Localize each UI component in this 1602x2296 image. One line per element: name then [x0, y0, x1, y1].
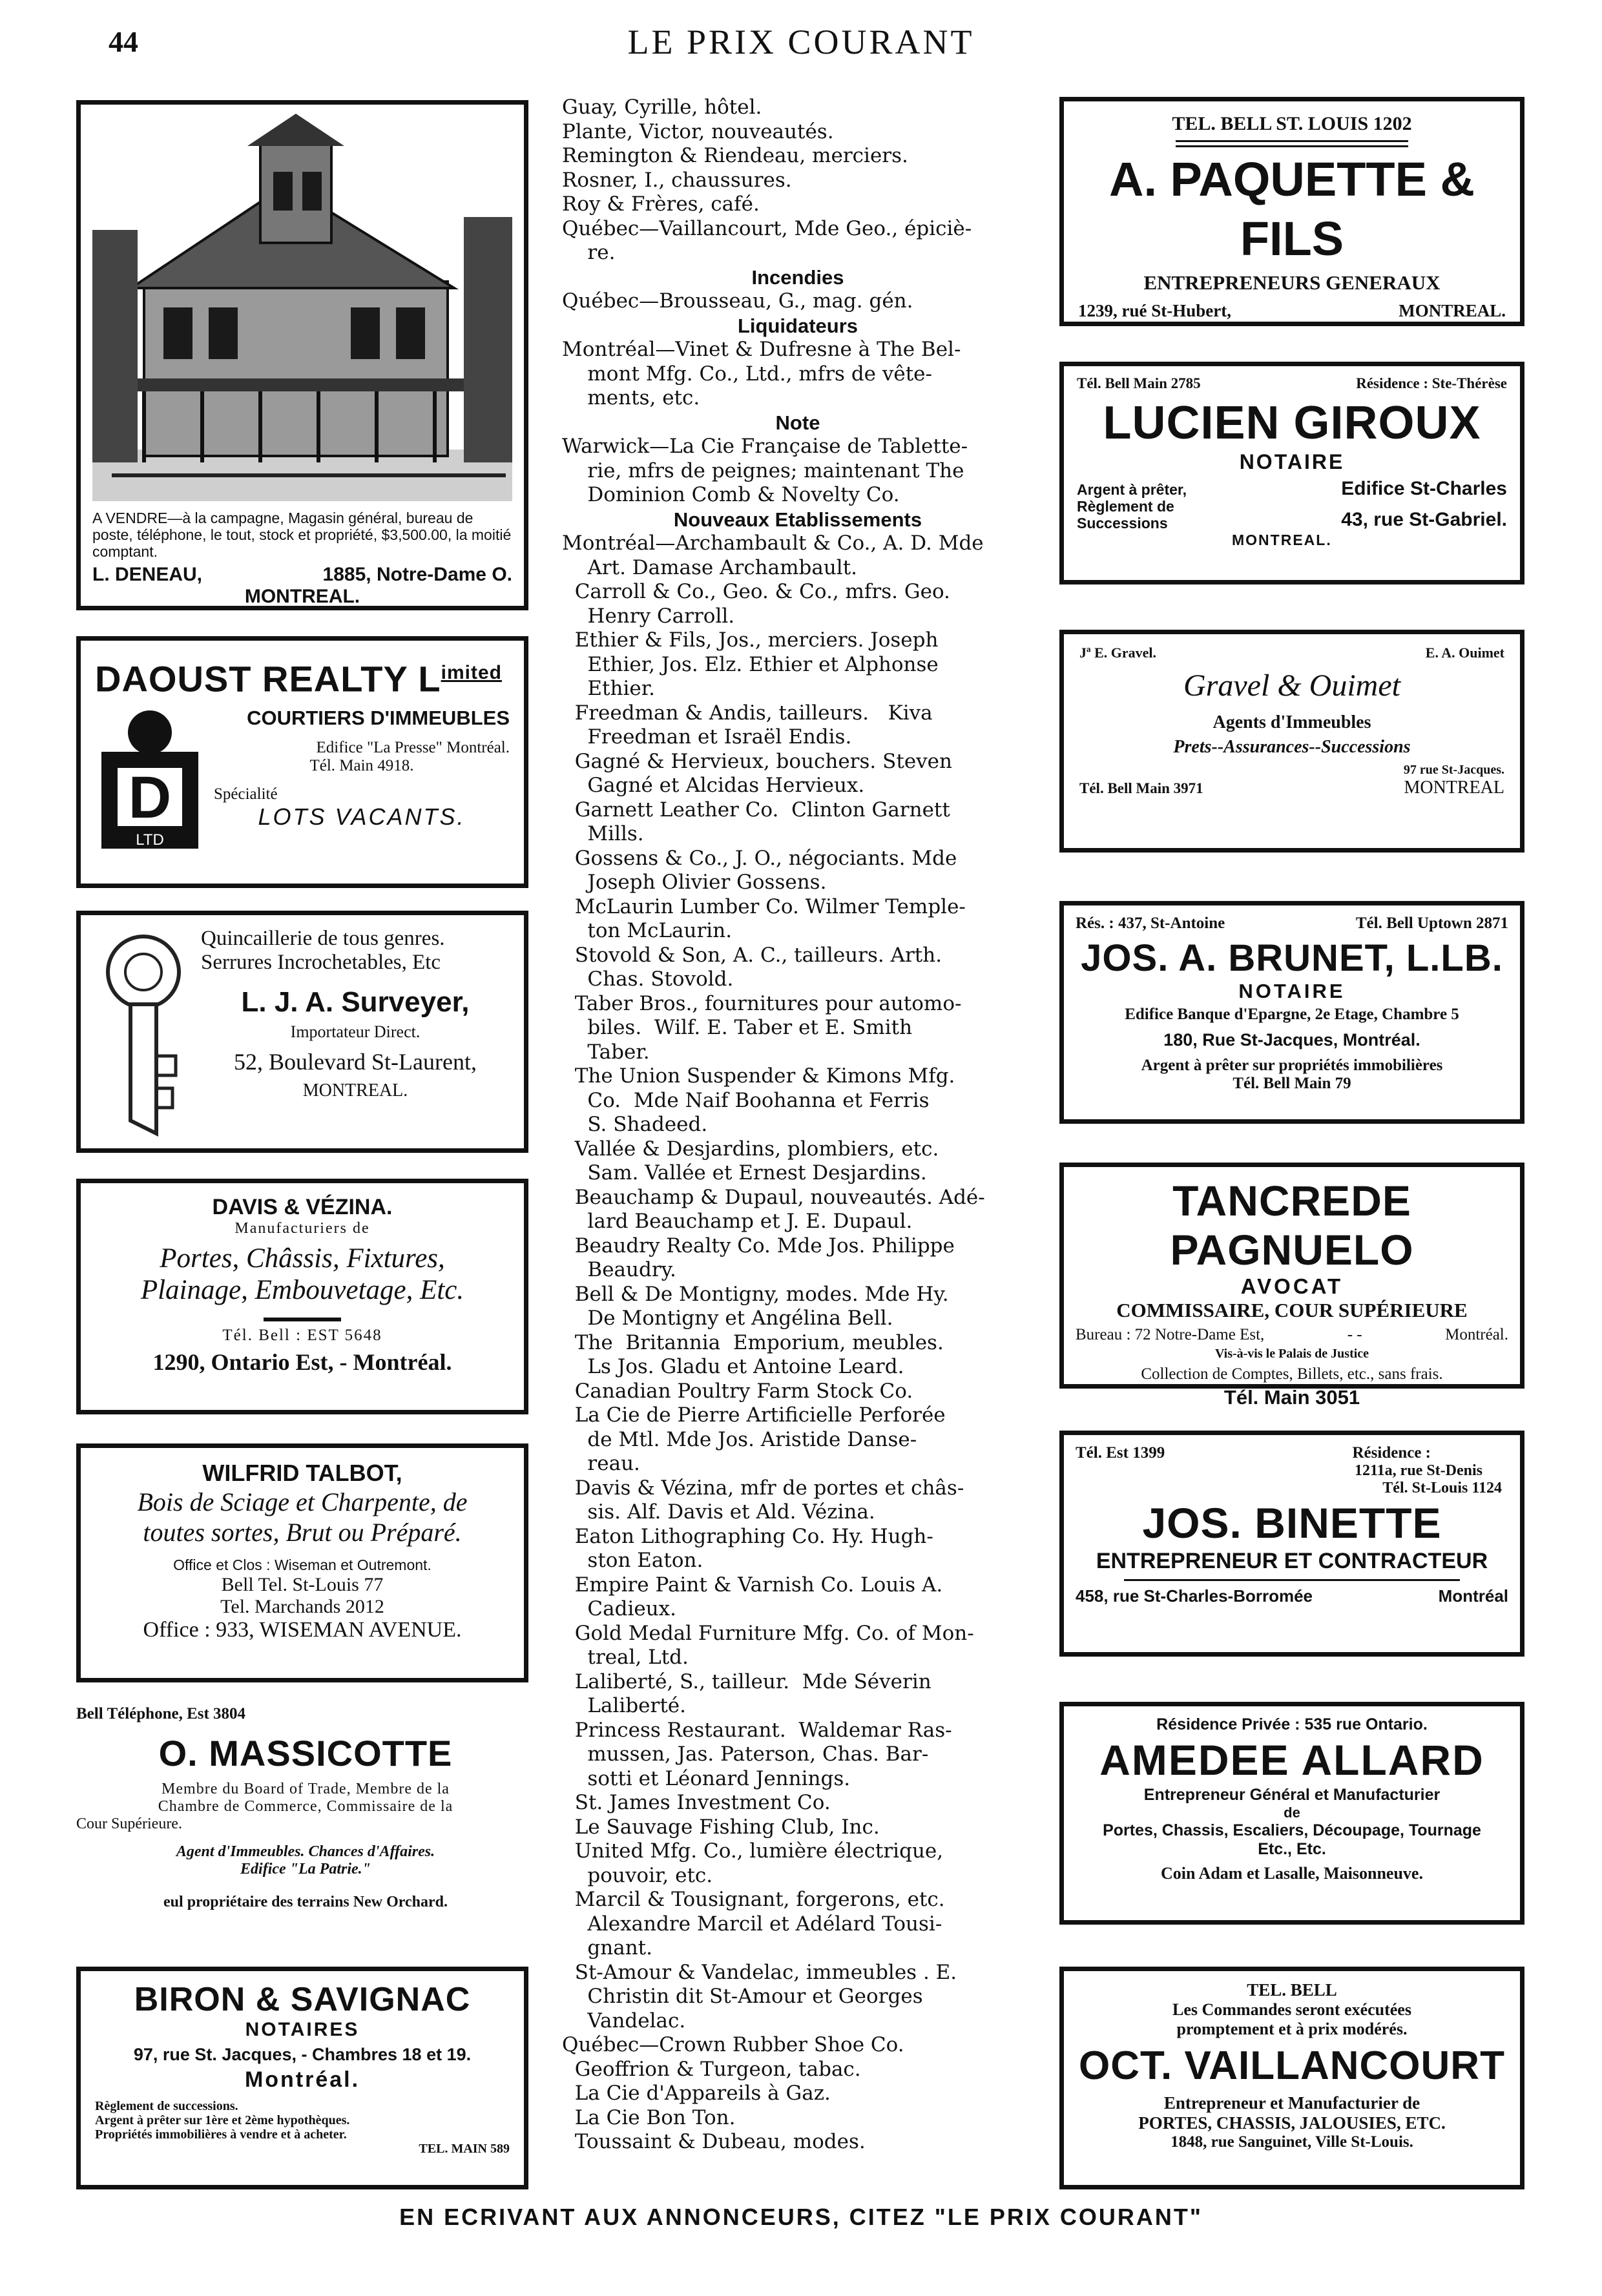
- massicotte-name: O. MASSICOTTE: [158, 1733, 453, 1774]
- allard-line1: Entrepreneur Général et Manufacturier: [1143, 1786, 1441, 1804]
- listing-line: The Union Suspender & Kimons Mfg.: [562, 1064, 955, 1088]
- davis-sub: Manufacturiers de: [234, 1220, 370, 1237]
- listing-line: Marcil & Tousignant, forgerons, etc.: [562, 1888, 945, 1911]
- listing-line: St-Amour & Vandelac, immeubles . E.: [562, 1960, 957, 1984]
- brunet-line1: Edifice Banque d'Epargne, 2e Etage, Chambre 5: [1125, 1006, 1459, 1023]
- house-ad-text: A VENDRE—à la campagne, Magasin général, bureau de poste, téléphone, le tout, stock et propriété, $3,500.00, la moitié comptant.: [92, 510, 512, 560]
- biron-tel: TEL. MAIN 589: [419, 2142, 510, 2156]
- listing-line: Alexandre Marcil et Adélard Tousi-: [562, 1912, 942, 1936]
- daoust-name: DAOUST REALTY L: [95, 658, 441, 699]
- allard-line4: Etc., Etc.: [1258, 1840, 1326, 1858]
- listing-line: Dominion Comb & Novelty Co.: [562, 483, 900, 506]
- listing-line: The Britannia Emporium, meubles.: [562, 1330, 944, 1354]
- listing-line: sis. Alf. Davis et Ald. Vézina.: [562, 1500, 875, 1524]
- allard-name: AMEDEE ALLARD: [1099, 1736, 1484, 1784]
- ad-wilfrid-talbot: [76, 1443, 528, 1682]
- listing-line: Davis & Vézina, mfr de portes et châs-: [562, 1476, 964, 1500]
- listing-line: De Montigny et Angélina Bell.: [562, 1307, 893, 1330]
- listing-line: Beaudry Realty Co. Mde Jos. Philippe: [562, 1234, 955, 1257]
- daoust-limited: imited: [441, 662, 502, 683]
- brunet-res: Rés. : 437, St-Antoine: [1076, 915, 1225, 932]
- talbot-name: WILFRID TALBOT,: [202, 1460, 402, 1486]
- listing-line: Stovold & Son, A. C., tailleurs. Arth.: [562, 943, 942, 967]
- surveyer-line1: Quincaillerie de tous genres.: [201, 927, 445, 950]
- listing-line: Gold Medal Furniture Mfg. Co. of Mon-: [562, 1621, 974, 1645]
- talbot-line6: Office : 933, WISEMAN AVENUE.: [143, 1618, 462, 1642]
- davis-line1: Portes, Châssis, Fixtures,: [160, 1243, 445, 1274]
- vaillancourt-line1: Les Commandes seront exécutées: [1172, 2000, 1411, 2019]
- listing-line: Art. Damase Archambault.: [562, 555, 858, 579]
- ad-surveyer: [76, 911, 528, 1153]
- listing-line: Ls Jos. Gladu et Antoine Leard.: [562, 1355, 904, 1378]
- pagnuelo-line4: Collection de Comptes, Billets, etc., sans frais.: [1141, 1365, 1443, 1383]
- ad-paquette: [1059, 97, 1524, 326]
- listing-line: Beaudry.: [562, 1258, 676, 1281]
- talbot-line5: Tel. Marchands 2012: [220, 1596, 384, 1617]
- giroux-sub: NOTAIRE: [1239, 450, 1345, 473]
- biron-line2: Argent à prêter sur 1ère et 2ème hypothèques.: [95, 2113, 350, 2127]
- listing-line: United Mfg. Co., lumière électrique,: [562, 1839, 944, 1863]
- listing-line: Bell & De Montigny, modes. Mde Hy.: [562, 1282, 949, 1306]
- binette-city: Montréal: [1438, 1586, 1508, 1606]
- listing-line: Freedman et Israël Endis.: [562, 725, 852, 749]
- vaillancourt-line2: promptement et à prix modérés.: [1176, 2020, 1408, 2038]
- daoust-line1: COURTIERS D'IMMEUBLES: [247, 706, 510, 729]
- ad-house-for-sale: [76, 100, 528, 610]
- listing-line: Henry Carroll.: [562, 604, 735, 628]
- davis-addr: 1290, Ontario Est, - Montréal.: [152, 1349, 452, 1375]
- gravel-line1: Agents d'Immeubles: [1212, 712, 1371, 732]
- section-heading: Incendies: [751, 265, 844, 289]
- listing-line: Vallée & Desjardins, plombiers, etc.: [562, 1137, 939, 1161]
- listing-line: Eaton Lithographing Co. Hy. Hugh-: [562, 1524, 933, 1548]
- listing-line: pouvoir, etc.: [562, 1863, 713, 1887]
- allard-line3: Portes, Chassis, Escaliers, Découpage, Tournage: [1103, 1821, 1481, 1839]
- paquette-name: A. PAQUETTE & FILS: [1109, 152, 1475, 265]
- listing-line: rie, mfrs de peignes; maintenant The: [562, 459, 964, 482]
- listing-line: Christin dit St-Amour et Georges: [562, 1985, 923, 2008]
- listing-line: reau.: [562, 1452, 640, 1475]
- listing-line: Ethier, Jos. Elz. Ethier et Alphonse: [562, 652, 939, 676]
- binette-name: JOS. BINETTE: [1142, 1499, 1442, 1547]
- allard-line2: de: [1284, 1805, 1300, 1821]
- vaillancourt-line4: PORTES, CHASSIS, JALOUSIES, ETC.: [1138, 2113, 1446, 2133]
- davis-tel: Tél. Bell : EST 5648: [222, 1327, 382, 1344]
- listing-line: Cadieux.: [562, 1597, 677, 1620]
- giroux-right1: Edifice St-Charles: [1341, 478, 1507, 499]
- listing-line: ments, etc.: [562, 386, 700, 409]
- ad-jos-brunet: [1059, 901, 1524, 1124]
- gravel-left: Jª E. Gravel.: [1079, 645, 1157, 661]
- listing-line: Geoffrion & Turgeon, tabac.: [562, 2057, 861, 2081]
- biron-addr: 97, rue St. Jacques, - Chambres 18 et 19.: [133, 2045, 472, 2064]
- daoust-lots: LOTS VACANTS.: [258, 803, 466, 830]
- daoust-logo-ltd: LTD: [136, 831, 164, 849]
- massicotte-line1: Membre du Board of Trade, Membre de la: [161, 1781, 450, 1797]
- listing-line: Carroll & Co., Geo. & Co., mfrs. Geo.: [562, 580, 950, 603]
- giroux-left1: Argent à prêter,: [1077, 481, 1187, 498]
- giroux-city: MONTREAL.: [1232, 532, 1332, 548]
- pagnuelo-line2b: - -: [1347, 1326, 1362, 1343]
- section-heading: Liquidateurs: [737, 314, 858, 337]
- pagnuelo-line3: Vis-à-vis le Palais de Justice: [1214, 1347, 1369, 1361]
- listing-line: Sam. Vallée et Ernest Desjardins.: [562, 1161, 927, 1184]
- listing-line: Gagné & Hervieux, bouchers. Steven: [562, 749, 952, 773]
- listing-line: La Cie Bon Ton.: [562, 2105, 736, 2129]
- pagnuelo-line2: Bureau : 72 Notre-Dame Est,: [1076, 1326, 1265, 1343]
- ad-amedee-allard: [1059, 1702, 1524, 1925]
- listing-line: Toussaint & Dubeau, modes.: [562, 2130, 866, 2153]
- listing-line: Co. Mde Naif Boohanna et Ferris: [562, 1088, 930, 1112]
- listing-line: La Cie d'Appareils à Gaz.: [562, 2082, 831, 2105]
- paquette-line1: ENTREPRENEURS GENERAUX: [1143, 271, 1441, 294]
- giroux-left2: Règlement de: [1077, 498, 1174, 515]
- allard-res: Résidence Privée : 535 rue Ontario.: [1156, 1715, 1428, 1733]
- surveyer-name: L. J. A. Surveyer,: [241, 986, 470, 1018]
- listing-line: Québec—Brousseau, G., mag. gén.: [562, 289, 913, 313]
- paquette-addr: 1239, rué St-Hubert,: [1078, 301, 1231, 320]
- listing-line: Canadian Poultry Farm Stock Co.: [562, 1379, 913, 1403]
- binette-tel: Tél. Est 1399: [1076, 1444, 1165, 1462]
- listing-line: ston Eaton.: [562, 1549, 703, 1572]
- ad-oct-vaillancourt: [1059, 1967, 1524, 2189]
- giroux-right2: 43, rue St-Gabriel.: [1341, 509, 1507, 530]
- biron-city: Montréal.: [244, 2067, 360, 2092]
- listing-line: Chas. Stovold.: [562, 967, 734, 991]
- listing-line: mussen, Jas. Paterson, Chas. Bar-: [562, 1743, 929, 1766]
- listing-line: Québec—Vaillancourt, Mde Geo., épiciè-: [562, 216, 972, 240]
- listing-line: Joseph Olivier Gossens.: [562, 871, 827, 894]
- page-header: [0, 19, 1602, 65]
- daoust-spec: Spécialité: [214, 785, 278, 803]
- daoust-line2: Edifice "La Presse" Montréal.: [316, 738, 510, 756]
- massicotte-tel: Bell Téléphone, Est 3804: [76, 1705, 246, 1722]
- allard-line5: Coin Adam et Lasalle, Maisonneuve.: [1161, 1864, 1423, 1883]
- listing-line: Princess Restaurant. Waldemar Ras-: [562, 1718, 952, 1742]
- listing-line: ton McLaurin.: [562, 919, 733, 942]
- listing-line: Ethier & Fils, Jos., merciers. Joseph: [562, 628, 939, 652]
- page-number: 44: [109, 25, 138, 58]
- listing-line: de Mtl. Mde Jos. Aristide Danse-: [562, 1427, 917, 1451]
- page-title: LE PRIX COURANT: [627, 23, 975, 61]
- binette-divider: [1124, 1579, 1460, 1581]
- massicotte-line2: Chambre de Commerce, Commissaire de la: [158, 1798, 453, 1815]
- listing-line: Laliberté.: [562, 1694, 686, 1717]
- listing-line: Guay, Cyrille, hôtel.: [562, 96, 762, 119]
- surveyer-line3: Importateur Direct.: [290, 1022, 421, 1041]
- massicotte-line6: eul propriétaire des terrains New Orchard.: [163, 1894, 448, 1910]
- listing-line: Garnett Leather Co. Clinton Garnett: [562, 798, 950, 822]
- gravel-addr: 97 rue St-Jacques.: [1403, 763, 1504, 777]
- listing-line: Freedman & Andis, tailleurs. Kiva: [562, 701, 933, 725]
- daoust-logo: [95, 707, 205, 855]
- listing-line: Mills.: [562, 822, 644, 845]
- giroux-res: Résidence : Ste-Thérèse: [1356, 375, 1507, 391]
- pagnuelo-line2c: Montréal.: [1445, 1326, 1508, 1343]
- ad-gravel-ouimet: [1059, 630, 1524, 853]
- listing-line: Warwick—La Cie Française de Tablette-: [562, 435, 968, 458]
- ad-tancrede-pagnuelo: [1059, 1163, 1524, 1409]
- listing-line: Montréal—Archambault & Co., A. D. Mde: [562, 532, 984, 555]
- massicotte-line4: Agent d'Immeubles. Chances d'Affaires.: [176, 1843, 435, 1860]
- house-ad-name: L. DENEAU,: [92, 564, 203, 585]
- vaillancourt-tel: TEL. BELL: [1247, 1980, 1337, 2000]
- listing-line: Remington & Riendeau, merciers.: [562, 144, 908, 167]
- gravel-name: Gravel & Ouimet: [1183, 668, 1400, 703]
- davis-name: DAVIS & VÉZINA.: [212, 1195, 393, 1219]
- davis-line2: Plainage, Embouvetage, Etc.: [140, 1275, 464, 1305]
- binette-res1: Résidence :: [1352, 1444, 1431, 1462]
- binette-res3: Tél. St-Louis 1124: [1382, 1480, 1502, 1496]
- pagnuelo-sub: AVOCAT: [1240, 1274, 1344, 1298]
- listing-line: Roy & Frères, café.: [562, 192, 760, 216]
- gravel-right: E. A. Ouimet: [1425, 645, 1504, 661]
- section-heading: Note: [775, 411, 820, 434]
- binette-res2: 1211a, rue St-Denis: [1355, 1462, 1482, 1479]
- pagnuelo-tel: Tél. Main 3051: [1223, 1386, 1360, 1409]
- listing-line: Québec—Crown Rubber Shoe Co.: [562, 2033, 904, 2056]
- listing-line: Gossens & Co., J. O., négociants. Mde: [562, 846, 957, 870]
- listing-line: Ethier.: [562, 677, 655, 700]
- biron-line3: Propriétés immobilières à vendre et à acheter.: [95, 2127, 347, 2142]
- listing-line: gnant.: [562, 1936, 652, 1960]
- listing-line: Taber.: [562, 1040, 650, 1064]
- gravel-city: MONTREAL: [1404, 778, 1504, 798]
- brunet-tel: Tél. Bell Uptown 2871: [1355, 915, 1508, 932]
- pagnuelo-line1: COMMISSAIRE, COUR SUPÉRIEURE: [1116, 1299, 1468, 1321]
- binette-addr: 458, rue St-Charles-Borromée: [1076, 1586, 1313, 1606]
- listing-line: Montréal—Vinet & Dufresne à The Bel-: [562, 338, 961, 361]
- listing-line: Empire Paint & Varnish Co. Louis A.: [562, 1573, 943, 1597]
- listing-line: lard Beauchamp et J. E. Dupaul.: [562, 1210, 913, 1233]
- listing-line: Gagné et Alcidas Hervieux.: [562, 774, 865, 797]
- paquette-tel: TEL. BELL ST. LOUIS 1202: [1172, 113, 1412, 134]
- listing-line: St. James Investment Co.: [562, 1791, 831, 1814]
- biron-sub: NOTAIRES: [245, 2019, 360, 2040]
- talbot-line2: toutes sortes, Brut ou Préparé.: [143, 1518, 462, 1547]
- listing-line: Laliberté, S., tailleur. Mde Séverin: [562, 1670, 931, 1693]
- listing-line: McLaurin Lumber Co. Wilmer Temple-: [562, 895, 966, 918]
- brunet-line3: Argent à prêter sur propriétés immobilières: [1141, 1057, 1443, 1074]
- listing-line: treal, Ltd.: [562, 1646, 689, 1669]
- biron-line1: Règlement de successions.: [95, 2099, 238, 2113]
- davis-divider: [264, 1318, 341, 1321]
- surveyer-line2: Serrures Incrochetables, Etc: [201, 951, 441, 974]
- pagnuelo-name: TANCREDE PAGNUELO: [1170, 1177, 1414, 1274]
- listing-line: Beauchamp & Dupaul, nouveautés. Adé-: [562, 1185, 985, 1209]
- ad-massicotte: [76, 1705, 535, 1911]
- massicotte-line3: Cour Supérieure.: [76, 1815, 182, 1832]
- giroux-tel: Tél. Bell Main 2785: [1077, 375, 1201, 391]
- ad-lucien-giroux: [1059, 362, 1524, 584]
- listing-line: Plante, Victor, nouveautés.: [562, 119, 834, 143]
- listing-line: Le Sauvage Fishing Club, Inc.: [562, 1815, 880, 1839]
- vaillancourt-line5: 1848, rue Sanguinet, Ville St-Louis.: [1170, 2133, 1413, 2151]
- daoust-logo-letter: D: [128, 764, 172, 831]
- talbot-line4: Bell Tel. St-Louis 77: [221, 1574, 384, 1595]
- listing-line: sotti et Léonard Jennings.: [562, 1766, 851, 1790]
- ad-daoust-realty: [76, 636, 528, 888]
- brunet-sub: NOTAIRE: [1238, 980, 1346, 1002]
- listing-line: S. Shadeed.: [562, 1113, 708, 1136]
- listing-line: mont Mfg. Co., Ltd., mfrs de vête-: [562, 362, 933, 386]
- massicotte-line5: Edifice "La Patrie.": [240, 1861, 371, 1877]
- ad-jos-binette: [1059, 1431, 1524, 1657]
- section-heading: Nouveaux Etablissements: [673, 508, 922, 531]
- binette-sub: ENTREPRENEUR ET CONTRACTEUR: [1096, 1549, 1488, 1573]
- paquette-city: MONTREAL.: [1399, 301, 1506, 320]
- listings-column: [562, 96, 1034, 2155]
- paquette-divider: [1176, 140, 1408, 147]
- page-footer: EN ECRIVANT AUX ANNONCEURS, CITEZ "LE PRIX COURANT": [399, 2204, 1203, 2230]
- listing-line: Rosner, I., chaussures.: [562, 168, 792, 192]
- house-illustration: [92, 114, 512, 501]
- giroux-left3: Successions: [1077, 515, 1168, 532]
- gravel-line2: Prets--Assurances--Successions: [1173, 737, 1411, 757]
- house-ad-address: 1885, Notre-Dame O.: [322, 564, 512, 585]
- listing-line: re.: [562, 241, 616, 264]
- talbot-line1: Bois de Sciage et Charpente, de: [137, 1487, 468, 1516]
- listing-line: biles. Wilf. E. Taber et E. Smith: [562, 1016, 913, 1039]
- talbot-line3: Office et Clos : Wiseman et Outremont.: [173, 1557, 432, 1573]
- brunet-line2: 180, Rue St-Jacques, Montréal.: [1163, 1030, 1420, 1050]
- surveyer-city: MONTREAL.: [302, 1081, 408, 1101]
- giroux-name: LUCIEN GIROUX: [1103, 397, 1481, 449]
- surveyer-line4: 52, Boulevard St-Laurent,: [234, 1049, 477, 1075]
- vaillancourt-name: OCT. VAILLANCOURT: [1079, 2043, 1505, 2088]
- listing-line: La Cie de Pierre Artificielle Perforée: [562, 1403, 946, 1427]
- brunet-name: JOS. A. BRUNET, L.LB.: [1081, 937, 1503, 979]
- key-illustration: [95, 927, 192, 1140]
- brunet-line4: Tél. Bell Main 79: [1233, 1075, 1351, 1092]
- vaillancourt-line3: Entrepreneur et Manufacturier de: [1163, 2093, 1420, 2113]
- gravel-tel: Tél. Bell Main 3971: [1079, 780, 1203, 796]
- ad-davis-vezina: [76, 1179, 528, 1414]
- listing-line: Taber Bros., fournitures pour automo-: [562, 991, 962, 1015]
- biron-name: BIRON & SAVIGNAC: [134, 1981, 471, 2018]
- house-ad-city: MONTREAL.: [244, 586, 360, 607]
- daoust-line3: Tél. Main 4918.: [309, 756, 414, 774]
- listing-line: Vandelac.: [562, 2009, 686, 2032]
- ad-biron-savignac: [76, 1967, 528, 2189]
